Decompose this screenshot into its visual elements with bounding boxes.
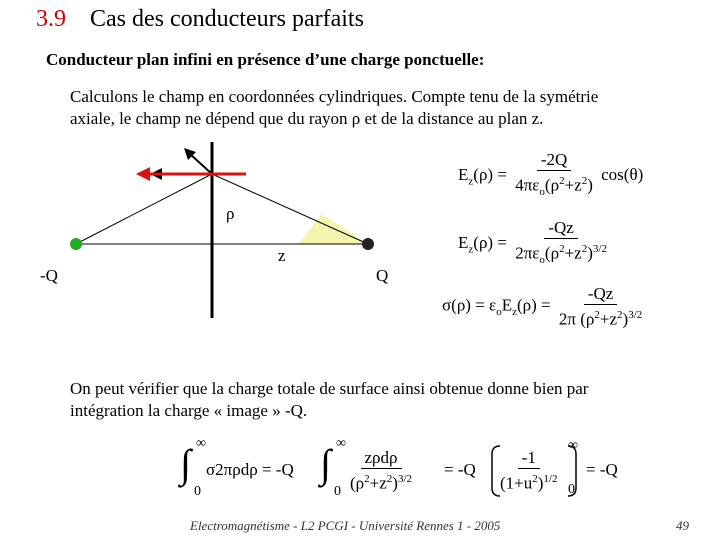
intro-line-1: Calculons le champ en coordonnées cylindriques. Compte tenu de la symétrie — [70, 87, 599, 106]
real-charge-dot — [362, 238, 374, 250]
conclusion-line-2: intégration la charge « image » -Q. — [70, 401, 308, 420]
equation-ez-2: $E_z(\rho)$ = $\frac{-Qz}{2\pi\varepsilon_o(\rho^2+z^2)^{3/2}}$ — [458, 218, 607, 267]
section-title: Cas des conducteurs parfaits — [90, 6, 364, 32]
line-from-q — [212, 174, 368, 244]
label-z: z — [278, 246, 286, 265]
equation-sigma: $\sigma(\rho) = \varepsilon_oE_z(\rho)$ = $\frac{-Qz}{2\pi (\rho^2+z^2)^{3/2}}$ — [442, 284, 643, 329]
section-number: 3.9 — [36, 6, 66, 32]
subtitle: Conducteur plan infini en présence d’une charge ponctuelle: — [46, 50, 485, 69]
label-q: Q — [376, 266, 389, 285]
conclusion-line-1: On peut vérifier que la charge totale de surface ainsi obtenue donne bien par — [70, 379, 589, 398]
label-rho: ρ — [226, 204, 235, 223]
line-from-minus-q — [76, 174, 212, 244]
intro-line-2: axiale, le champ ne dépend que du rayon ρ et de la distance au plan z. — [70, 109, 544, 128]
label-minus-q: -Q — [40, 266, 58, 285]
field-vector-up — [190, 154, 212, 174]
footer-text: Electromagnétisme - L2 PCGI - Université Rennes 1 - 2005 — [190, 518, 501, 533]
page-number: 49 — [676, 518, 689, 533]
equation-ez-1: $E_z(\rho)$ = $\frac{-2Q}{4\pi\varepsilon_o(\rho^2+z^2)}$ cos(θ) — [458, 150, 644, 199]
image-charge-dot — [70, 238, 82, 250]
